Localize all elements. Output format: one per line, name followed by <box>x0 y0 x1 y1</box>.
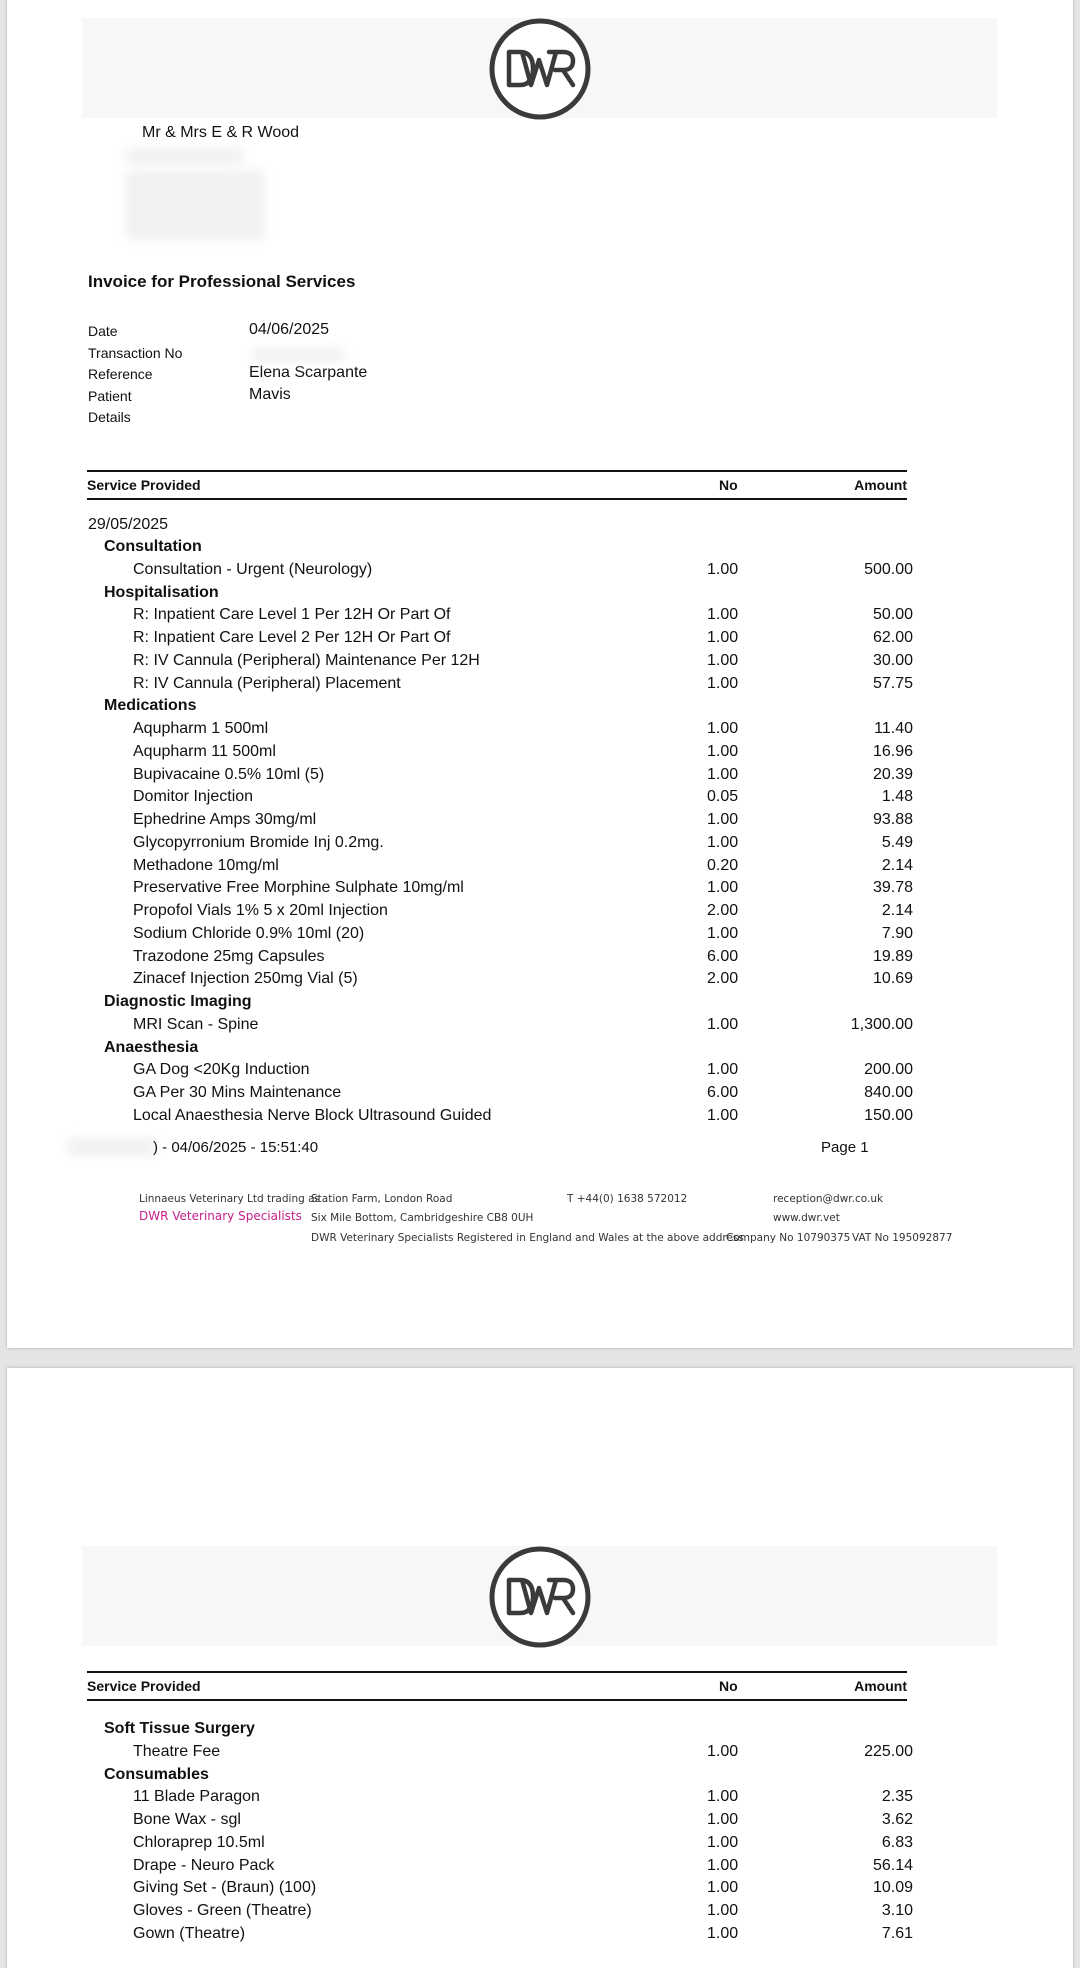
item-description: Giving Set - (Braun) (100) <box>133 1879 317 1897</box>
item-description: Chloraprep 10.5ml <box>133 1833 265 1851</box>
item-quantity: 1.00 <box>707 1833 739 1851</box>
header-no: No <box>719 477 738 493</box>
item-amount: 3.10 <box>881 1902 913 1919</box>
meta-label: Reference <box>88 366 153 382</box>
item-description: Methadone 10mg/ml <box>133 856 279 874</box>
category-heading: Anaesthesia <box>104 1038 199 1056</box>
item-description: Bupivacaine 0.5% 10ml (5) <box>133 765 325 783</box>
item-quantity: 1.00 <box>707 1106 739 1124</box>
item-description: Glycopyrronium Bromide Inj 0.2mg. <box>133 833 384 851</box>
header-service: Service Provided <box>87 477 201 493</box>
footer-vat-no: VAT No 195092877 <box>852 1232 953 1244</box>
footer-address-2: Six Mile Bottom, Cambridgeshire CB8 0UH <box>311 1212 534 1224</box>
item-amount: 7.61 <box>881 1924 913 1942</box>
page-number: Page 1 <box>821 1139 869 1156</box>
redacted-transaction-no <box>251 348 346 362</box>
item-quantity: 1.00 <box>707 1788 739 1806</box>
item-quantity: 1.00 <box>707 720 739 737</box>
item-quantity: 1.00 <box>707 560 739 578</box>
item-quantity: 6.00 <box>707 1084 739 1101</box>
item-amount: 5.49 <box>881 833 913 851</box>
item-amount: 50.00 <box>872 606 913 624</box>
item-quantity: 6.00 <box>707 947 739 965</box>
item-description: Gloves - Green (Theatre) <box>133 1902 312 1919</box>
item-amount: 500.00 <box>864 560 913 578</box>
redacted-address <box>125 148 245 164</box>
item-description: R: IV Cannula (Peripheral) Maintenance Per 12H <box>133 651 480 669</box>
item-description: Gown (Theatre) <box>133 1924 246 1942</box>
item-quantity: 1.00 <box>707 742 739 760</box>
category-heading: Medications <box>104 697 197 715</box>
meta-label: Date <box>88 323 118 339</box>
item-quantity: 2.00 <box>707 970 739 988</box>
item-description: GA Per 30 Mins Maintenance <box>133 1084 342 1101</box>
invoice-page-1 <box>7 0 1073 1348</box>
category-heading: Diagnostic Imaging <box>104 993 252 1010</box>
item-description: 11 Blade Paragon <box>133 1788 260 1806</box>
item-quantity: 1.00 <box>707 1742 739 1760</box>
item-amount: 840.00 <box>864 1084 913 1101</box>
item-amount: 2.35 <box>881 1788 913 1806</box>
item-quantity: 0.05 <box>707 788 739 806</box>
item-quantity: 1.00 <box>707 833 739 851</box>
item-description: Zinacef Injection 250mg Vial (5) <box>133 970 358 988</box>
footer-web: www.dwr.vet <box>773 1212 840 1224</box>
item-quantity: 1.00 <box>707 674 739 692</box>
item-amount: 225.00 <box>864 1742 913 1760</box>
footer-registration: DWR Veterinary Specialists Registered in England and Wales at the above address <box>311 1232 744 1244</box>
item-amount: 200.00 <box>864 1061 913 1079</box>
item-quantity: 1.00 <box>707 924 739 942</box>
item-amount: 30.00 <box>872 651 913 669</box>
item-amount: 93.88 <box>872 811 913 828</box>
item-amount: 2.14 <box>881 902 913 919</box>
item-quantity: 1.00 <box>707 651 739 669</box>
footer-phone: T +44(0) 1638 572012 <box>567 1193 688 1205</box>
item-description: Local Anaesthesia Nerve Block Ultrasound Guided <box>133 1106 492 1124</box>
footer-company-no: Company No 10790375 <box>726 1232 851 1244</box>
header-amount: Amount <box>854 1678 907 1694</box>
category-heading: Soft Tissue Surgery <box>104 1720 255 1737</box>
redacted-address-block <box>125 170 265 240</box>
item-quantity: 1.00 <box>707 1924 739 1942</box>
redacted-id <box>67 1138 157 1156</box>
invoice-title: Invoice for Professional Services <box>88 272 356 291</box>
item-amount: 1,300.00 <box>850 1015 913 1033</box>
item-description: Sodium Chloride 0.9% 10ml (20) <box>133 924 365 942</box>
header-no: No <box>719 1678 738 1694</box>
item-description: Aqupharm 1 500ml <box>133 720 269 737</box>
item-description: Aqupharm 11 500ml <box>133 742 276 760</box>
meta-value: Elena Scarpante <box>249 364 368 381</box>
item-amount: 10.69 <box>872 970 913 988</box>
item-description: GA Dog <20Kg Induction <box>133 1061 310 1079</box>
item-quantity: 1.00 <box>707 1879 739 1897</box>
item-description: R: Inpatient Care Level 1 Per 12H Or Part Of <box>133 606 451 624</box>
table-header <box>87 470 907 500</box>
invoice-page-2 <box>7 1368 1073 1968</box>
item-quantity: 1.00 <box>707 1902 739 1919</box>
table-header <box>87 1671 907 1701</box>
addressee: Mr & Mrs E & R Wood <box>142 124 300 141</box>
header-amount: Amount <box>854 477 907 493</box>
item-amount: 150.00 <box>864 1106 913 1124</box>
item-amount: 39.78 <box>872 879 913 897</box>
item-quantity: 1.00 <box>707 629 739 646</box>
item-description: Preservative Free Morphine Sulphate 10mg/ml <box>133 879 464 897</box>
dwr-logo <box>489 1546 591 1648</box>
timestamp: ) - 04/06/2025 - 15:51:40 <box>153 1139 319 1156</box>
item-quantity: 1.00 <box>707 1015 739 1033</box>
item-description: MRI Scan - Spine <box>133 1015 259 1033</box>
item-description: Trazodone 25mg Capsules <box>133 947 325 965</box>
item-amount: 62.00 <box>872 629 913 646</box>
meta-label: Details <box>88 409 131 425</box>
item-quantity: 1.00 <box>707 1061 739 1079</box>
service-date: 29/05/2025 <box>88 516 169 533</box>
item-amount: 7.90 <box>881 924 913 942</box>
item-description: Propofol Vials 1% 5 x 20ml Injection <box>133 902 388 919</box>
item-amount: 16.96 <box>872 742 913 760</box>
item-amount: 10.09 <box>872 1879 913 1897</box>
item-amount: 19.89 <box>872 947 913 965</box>
item-amount: 11.40 <box>874 720 913 737</box>
item-description: Ephedrine Amps 30mg/ml <box>133 811 317 828</box>
footer-trading-as: Linnaeus Veterinary Ltd trading as <box>139 1193 321 1205</box>
item-quantity: 1.00 <box>707 765 739 783</box>
meta-label: Patient <box>88 387 132 404</box>
item-quantity: 1.00 <box>707 606 739 624</box>
item-quantity: 1.00 <box>707 879 739 897</box>
item-quantity: 1.00 <box>707 1811 739 1828</box>
item-description: Bone Wax - sgl <box>133 1811 241 1828</box>
header-service: Service Provided <box>87 1678 201 1694</box>
item-description: Drape - Neuro Pack <box>133 1856 275 1874</box>
meta-label: Transaction No <box>88 344 183 361</box>
category-heading: Consultation <box>104 538 202 555</box>
footer-email: reception@dwr.co.uk <box>773 1193 884 1205</box>
item-description: Theatre Fee <box>133 1742 221 1760</box>
item-quantity: 1.00 <box>707 1856 739 1874</box>
item-amount: 57.75 <box>872 674 913 692</box>
item-amount: 20.39 <box>872 765 913 783</box>
item-quantity: 1.00 <box>707 811 739 828</box>
meta-value: Mavis <box>249 385 291 403</box>
meta-value: 04/06/2025 <box>249 321 330 338</box>
item-amount: 2.14 <box>881 856 913 874</box>
footer-brand: DWR Veterinary Specialists <box>139 1209 302 1223</box>
item-description: Consultation - Urgent (Neurology) <box>133 560 373 578</box>
category-heading: Hospitalisation <box>104 583 219 601</box>
item-description: R: Inpatient Care Level 2 Per 12H Or Part Of <box>133 629 451 646</box>
item-description: R: IV Cannula (Peripheral) Placement <box>133 674 401 692</box>
item-quantity: 0.20 <box>707 856 739 874</box>
dwr-logo <box>489 18 591 120</box>
item-amount: 56.14 <box>872 1856 913 1874</box>
item-amount: 6.83 <box>881 1833 913 1851</box>
item-quantity: 2.00 <box>707 902 739 919</box>
item-amount: 3.62 <box>881 1811 913 1828</box>
footer-address-1: Station Farm, London Road <box>311 1193 453 1205</box>
category-heading: Consumables <box>104 1765 209 1783</box>
item-description: Domitor Injection <box>133 788 254 806</box>
item-amount: 1.48 <box>881 788 913 806</box>
